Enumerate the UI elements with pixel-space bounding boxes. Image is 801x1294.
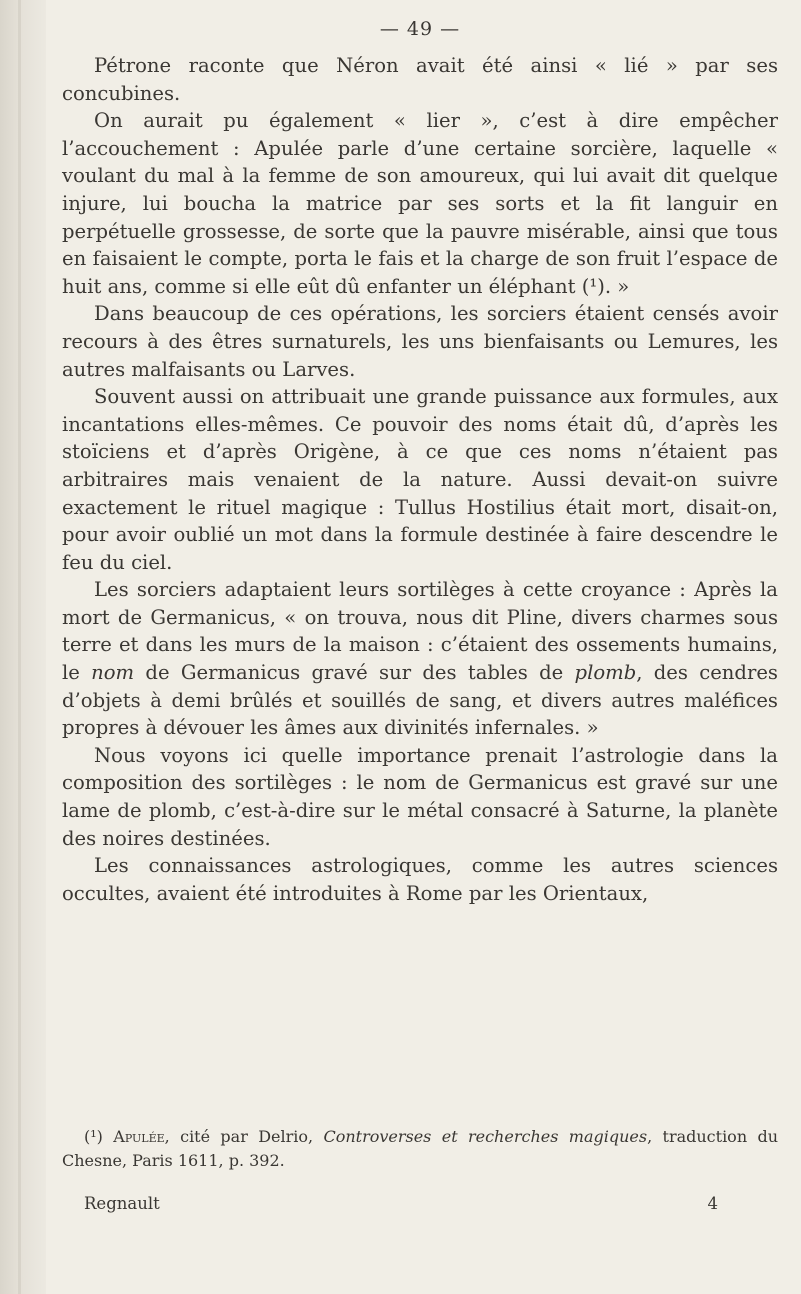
paragraph-1: Pétrone raconte que Néron avait été ainsi « lié » par ses concubines. (62, 54, 778, 105)
paragraph-6: Nous voyons ici quelle importance prenait l’astrologie dans la composition des sortilèges : le nom de Germanicus est gravé sur une lame de plomb, c’est-à-dire sur le métal consacré à Saturne, la planète des noires destinées. (62, 743, 778, 850)
footnote-title: Controverses et recherches magiques (323, 1127, 648, 1146)
paragraph-5-text-a: Les sorciers adaptaient leurs sortilèges à cette croyance : Après la mort de Germanicus, « on trouva, nous dit Pline, divers charmes sous terre et dans les murs de la maison : c’étaient des ossements humains, le (62, 578, 778, 685)
paragraph-5-text-b: de Germanicus gravé sur des tables de (134, 661, 575, 685)
page-number-header: — 49 — (379, 18, 461, 40)
paragraph-5-text-c: , des cendres d’objets à demi brûlés et souillés de sang, et divers autres maléfices propres à dévouer les âmes aux divinités infernales. » (62, 661, 778, 740)
printer-signature-number: 4 (707, 1194, 718, 1213)
footnote-text-b: , traduction du Chesne, Paris 1611, p. 392. (62, 1127, 779, 1170)
paragraph-4: Souvent aussi on attribuait une grande puissance aux formules, aux incantations elles-mêmes. Ce pouvoir des noms était dû, d’après les stoïciens et d’après Origène, à ce que ces noms n’étaient pas arbitraires mais venaient de la nature. Aussi devait-on suivre exactement le rituel magique : Tullus Hostilius était mort, disait-on, pour avoir oublié un mot dans la formule destinée à faire descendre le feu du ciel. (62, 385, 778, 574)
emphasis-plomb: plomb (574, 661, 637, 685)
emphasis-nom: nom (91, 661, 135, 685)
paragraph-3: Dans beaucoup de ces opérations, les sorciers étaient censés avoir recours à des êtres surnaturels, les uns bienfaisants ou Lemures, les autres malfaisants ou Larves. (62, 302, 778, 381)
footnote (62, 1125, 778, 1173)
paragraph-2: On aurait pu également « lier », c’est à dire empêcher l’accouchement : Apulée parle d’une certaine sorcière, laquelle « voulant du mal à la femme de son amoureux, qui lui avait dit quelque injure, lui boucha la matrice par ses sorts et la fit languir en perpétuelle grossesse, de sorte que la pauvre misérable, ainsi que tous en faisaient le compte, porta le fais et la charge de son fruit l’espace de huit ans, comme si elle eût dû enfanter un éléphant (¹). » (62, 109, 778, 298)
page-gutter (0, 0, 46, 1294)
gutter-fold-line (18, 0, 21, 1294)
footnote-marker: (¹) (84, 1127, 103, 1146)
footnote-author: Apulée (113, 1127, 165, 1146)
body-text (62, 52, 778, 907)
paragraph-7: Les connaissances astrologiques, comme les autres sciences occultes, avaient été introduites à Rome par les Orientaux, (62, 854, 778, 905)
printer-signature-name: Regnault (84, 1194, 160, 1213)
paragraph-5 (62, 576, 778, 742)
footnote-text-a: , cité par Delrio, (164, 1127, 324, 1146)
